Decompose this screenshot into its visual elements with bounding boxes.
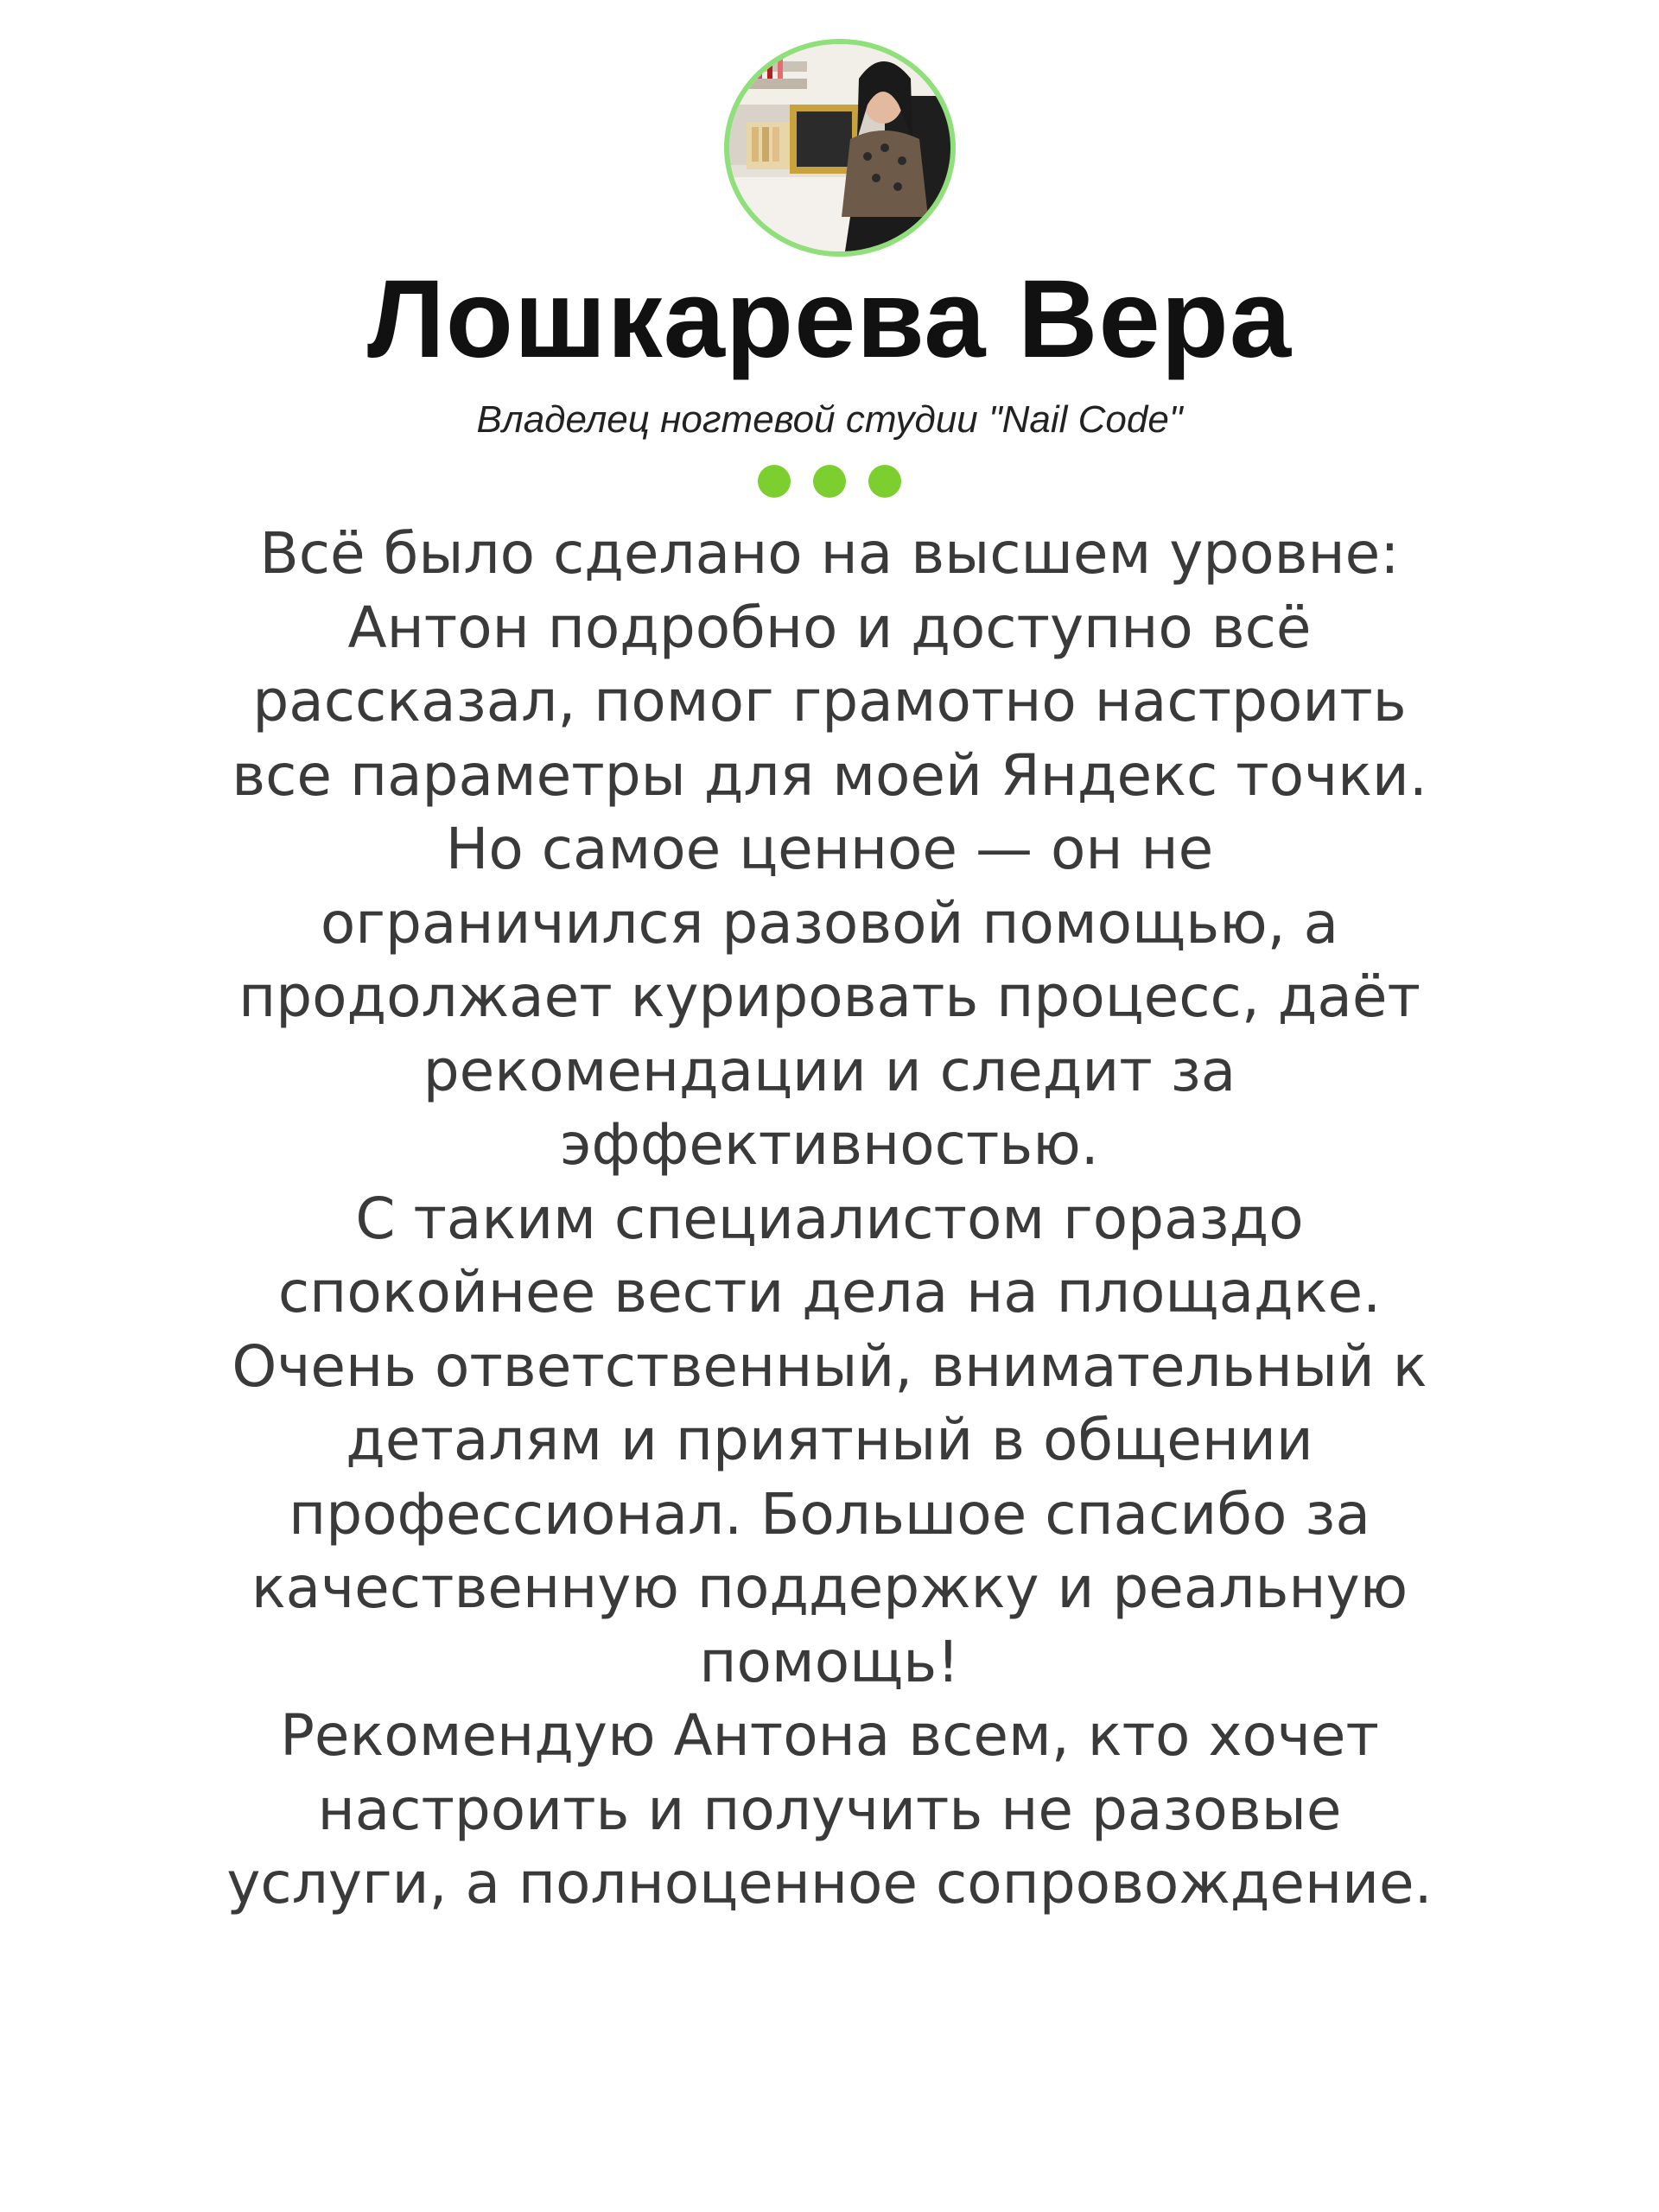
review-line: услуги, а полноценное сопровождение. bbox=[226, 1850, 1433, 1916]
divider-dots bbox=[0, 465, 1659, 498]
review-line: Но самое ценное — он не bbox=[445, 816, 1214, 882]
review-line: помощь! bbox=[699, 1628, 960, 1695]
review-line: Антон подробно и доступно всё bbox=[347, 594, 1312, 661]
review-text bbox=[199, 517, 1460, 1921]
dot-icon bbox=[813, 465, 846, 498]
review-line: Рекомендую Антона всем, кто хочет bbox=[280, 1702, 1379, 1769]
review-line: все параметры для моей Яндекс точки. bbox=[232, 741, 1427, 809]
dot-icon bbox=[868, 465, 901, 498]
review-line: рассказал, помог грамотно настроить bbox=[252, 668, 1407, 734]
review-line: качественную поддержку и реальную bbox=[251, 1554, 1408, 1621]
avatar bbox=[724, 39, 956, 257]
review-line: Очень ответственный, внимательный к bbox=[232, 1332, 1427, 1400]
review-line: ограничился разовой помощью, а bbox=[320, 889, 1339, 957]
review-line: деталям и приятный в общении bbox=[346, 1407, 1313, 1473]
review-line: эффективностью. bbox=[560, 1111, 1099, 1178]
reviewer-role: Владелец ногтевой студии "Nail Code" bbox=[476, 398, 1183, 441]
review-line: продолжает курировать процесс, даёт bbox=[238, 963, 1421, 1030]
review-line: профессионал. Большое спасибо за bbox=[289, 1480, 1370, 1548]
review-line: настроить и получить не разовые bbox=[317, 1776, 1342, 1843]
review-line: С таким специалистом гораздо bbox=[355, 1185, 1304, 1252]
avatar-photo bbox=[729, 44, 950, 251]
dot-icon bbox=[758, 465, 791, 498]
review-line: спокойнее вести дела на площадке. bbox=[277, 1259, 1382, 1325]
review-line: Всё было сделано на высшем уровне: bbox=[259, 520, 1400, 587]
review-line: рекомендации и следит за bbox=[423, 1037, 1236, 1104]
reviewer-name: Лошкарева Вера bbox=[366, 257, 1293, 381]
